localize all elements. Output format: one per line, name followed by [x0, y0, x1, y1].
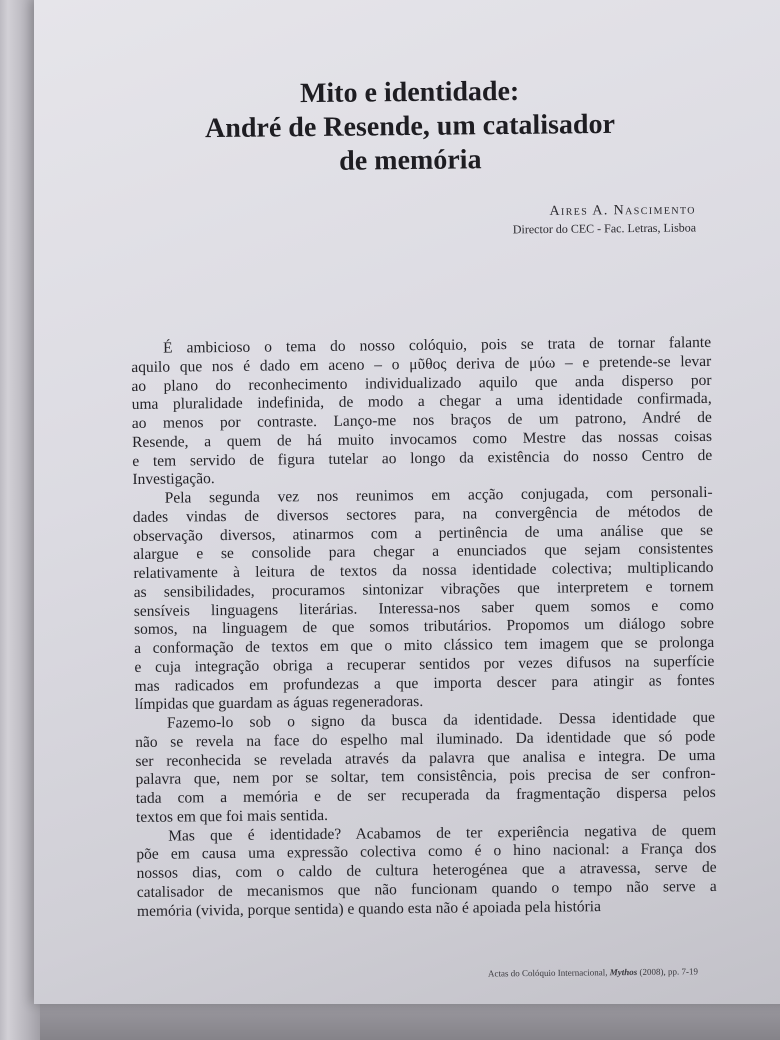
text-line: sensíveis linguagens literárias. Interessa-nos saber quem somos e como	[133, 596, 714, 620]
text-line: nossos dias, com o caldo de cultura heterogénea que a atravessa, serve de	[136, 858, 717, 882]
paragraph	[133, 484, 715, 715]
text-line: É ambicioso o tema do nosso colóquio, pois se trata de tornar falante	[162, 333, 712, 357]
text-line: memória (vivida, porque sentida) e quando esta não é apoiada pela história	[136, 897, 602, 920]
text-line: tada com a memória e de ser recuperada da fragmentação dispersa pelos	[135, 783, 716, 807]
footer-suffix: (2008), pp. 7-19	[639, 966, 699, 977]
text-line: textos em que foi mais sentida.	[135, 806, 329, 826]
text-line: somos, na linguagem de que somos tributários. Propomos um diálogo sobre	[133, 615, 715, 639]
text-line: límpidas que guardam as águas regeneradoras.	[134, 693, 424, 714]
paragraph	[136, 821, 717, 921]
text-line: catalisador de mecanismos que não funcionam quando o tempo não serve a	[136, 877, 717, 901]
text-line: aquilo que nos é dado em aceno – o μῦθος deriva de μύω – e pretende-se levar	[131, 352, 712, 376]
title-line: de memória	[339, 144, 482, 177]
title-line: Mito e identidade:	[299, 75, 520, 110]
body-text	[131, 334, 717, 921]
text-line: põe em causa uma expressão colectiva como é o hino nacional: a França dos	[136, 840, 717, 864]
text-line: relativamente à leitura de textos da nossa identidade colectiva; multiplicando	[133, 558, 714, 582]
paragraph	[135, 709, 716, 828]
text-line: ao menos por contraste. Lanço-me nos braços de um patrono, André de	[131, 408, 712, 432]
paragraph	[131, 334, 713, 490]
text-line: e cuja integração obriga a recuperar sentidos por vezes difusos na superfície	[134, 652, 715, 676]
text-line: ao plano do reconhecimento individualizado aquilo que anda disperso por	[131, 371, 712, 395]
text-line: a conformação de textos em que o mito clássico tem imagem que se prolonga	[134, 633, 715, 657]
text-line: não se revela na face do espelho mal iluminado. Da identidade que só pode	[135, 727, 716, 751]
text-line: as sensibilidades, procuramos sintonizar vibrações que interpretem e tornem	[133, 577, 714, 601]
text-line: uma pluralidade indefinida, de modo a chegar a uma identidade confirmada,	[131, 390, 712, 414]
text-line: Pela segunda vez nos reunimos em acção conjugada, com personali-	[164, 483, 713, 507]
text-line: Mas que é identidade? Acabamos de ter experiência negativa de quem	[168, 821, 717, 845]
text-line: mas radicados em profundezas a que importa descer para atingir as fontes	[134, 671, 715, 695]
author-name: Aires A. Nascimento	[549, 202, 696, 219]
text-line: observação diversos, atinarmos com a pertinência de uma análise que se	[132, 521, 714, 545]
page-bottom-edge	[40, 1004, 780, 1040]
author-affiliation: Director do CEC - Fac. Letras, Lisboa	[512, 220, 697, 237]
article-title	[149, 73, 670, 180]
footer-journal: Mythos	[609, 966, 638, 978]
title-line: André de Resende, um catalisador	[204, 108, 616, 145]
text-line: alargue e se consolide para chegar a enunciados que sejam consistentes	[133, 540, 714, 564]
text-line: Fazemo-lo sob o signo da busca da identidade. Dessa identidade que	[166, 708, 716, 732]
text-line: palavra que, nem por se soltar, tem consistência, pois precisa de ser confron-	[135, 765, 716, 789]
text-line: Resende, a quem de há muito invocamos como Mestre das nossas coisas	[131, 427, 713, 451]
author-block	[400, 202, 696, 238]
text-line: e tem servido de figura tutelar ao longo da existência do nosso Centro de	[132, 446, 713, 470]
footer-prefix: Actas do Colóquio Internacional,	[487, 967, 608, 979]
text-line: ser reconhecida se revelada através da palavra que analisa e integra. De uma	[135, 746, 716, 770]
text-line: dades vindas de diversos sectores para, na convergência de métodos de	[132, 502, 713, 526]
text-line: Investigação.	[132, 470, 215, 489]
